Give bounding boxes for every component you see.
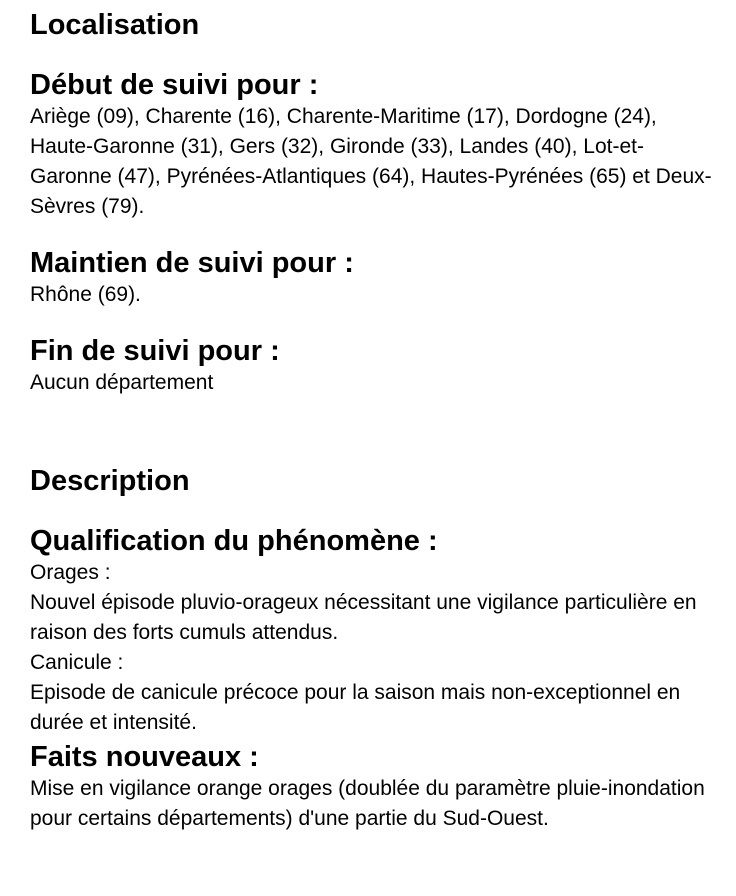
faits-nouveaux-heading: Faits nouveaux :	[30, 741, 259, 773]
localisation-heading: Localisation	[30, 9, 200, 41]
canicule-text: Episode de canicule précoce pour la saison mais non-exceptionnel en durée et intensité.	[30, 681, 681, 734]
maintien-suivi-heading: Maintien de suivi pour :	[30, 247, 354, 279]
fin-suivi-text: Aucun département	[30, 371, 214, 394]
qualification-heading: Qualification du phénomène :	[30, 525, 438, 557]
vigilance-bulletin	[30, 0, 720, 834]
orages-label: Orages :	[30, 561, 111, 584]
description-heading: Description	[30, 465, 190, 497]
maintien-suivi-text: Rhône (69).	[30, 283, 141, 306]
localisation-section	[30, 8, 720, 398]
debut-suivi-heading: Début de suivi pour :	[30, 69, 319, 101]
canicule-label: Canicule :	[30, 651, 124, 674]
faits-nouveaux-text: Mise en vigilance orange orages (doublée du paramètre pluie-inondation pour certains départements) d'une partie du Sud-Ouest.	[30, 777, 705, 830]
debut-suivi-text: Ariège (09), Charente (16), Charente-Maritime (17), Dordogne (24), Haute-Garonne (31), Gers (32), Gironde (33), Landes (40), Lot-et-Garonne (47), Pyrénées-Atlantiques (64), Hautes-Pyrénées (65) et Deux-Sèvres (79).	[30, 105, 712, 218]
description-section	[30, 464, 720, 834]
orages-text: Nouvel épisode pluvio-orageux nécessitant une vigilance particulière en raison des forts cumuls attendus.	[30, 591, 697, 644]
fin-suivi-heading: Fin de suivi pour :	[30, 335, 280, 367]
